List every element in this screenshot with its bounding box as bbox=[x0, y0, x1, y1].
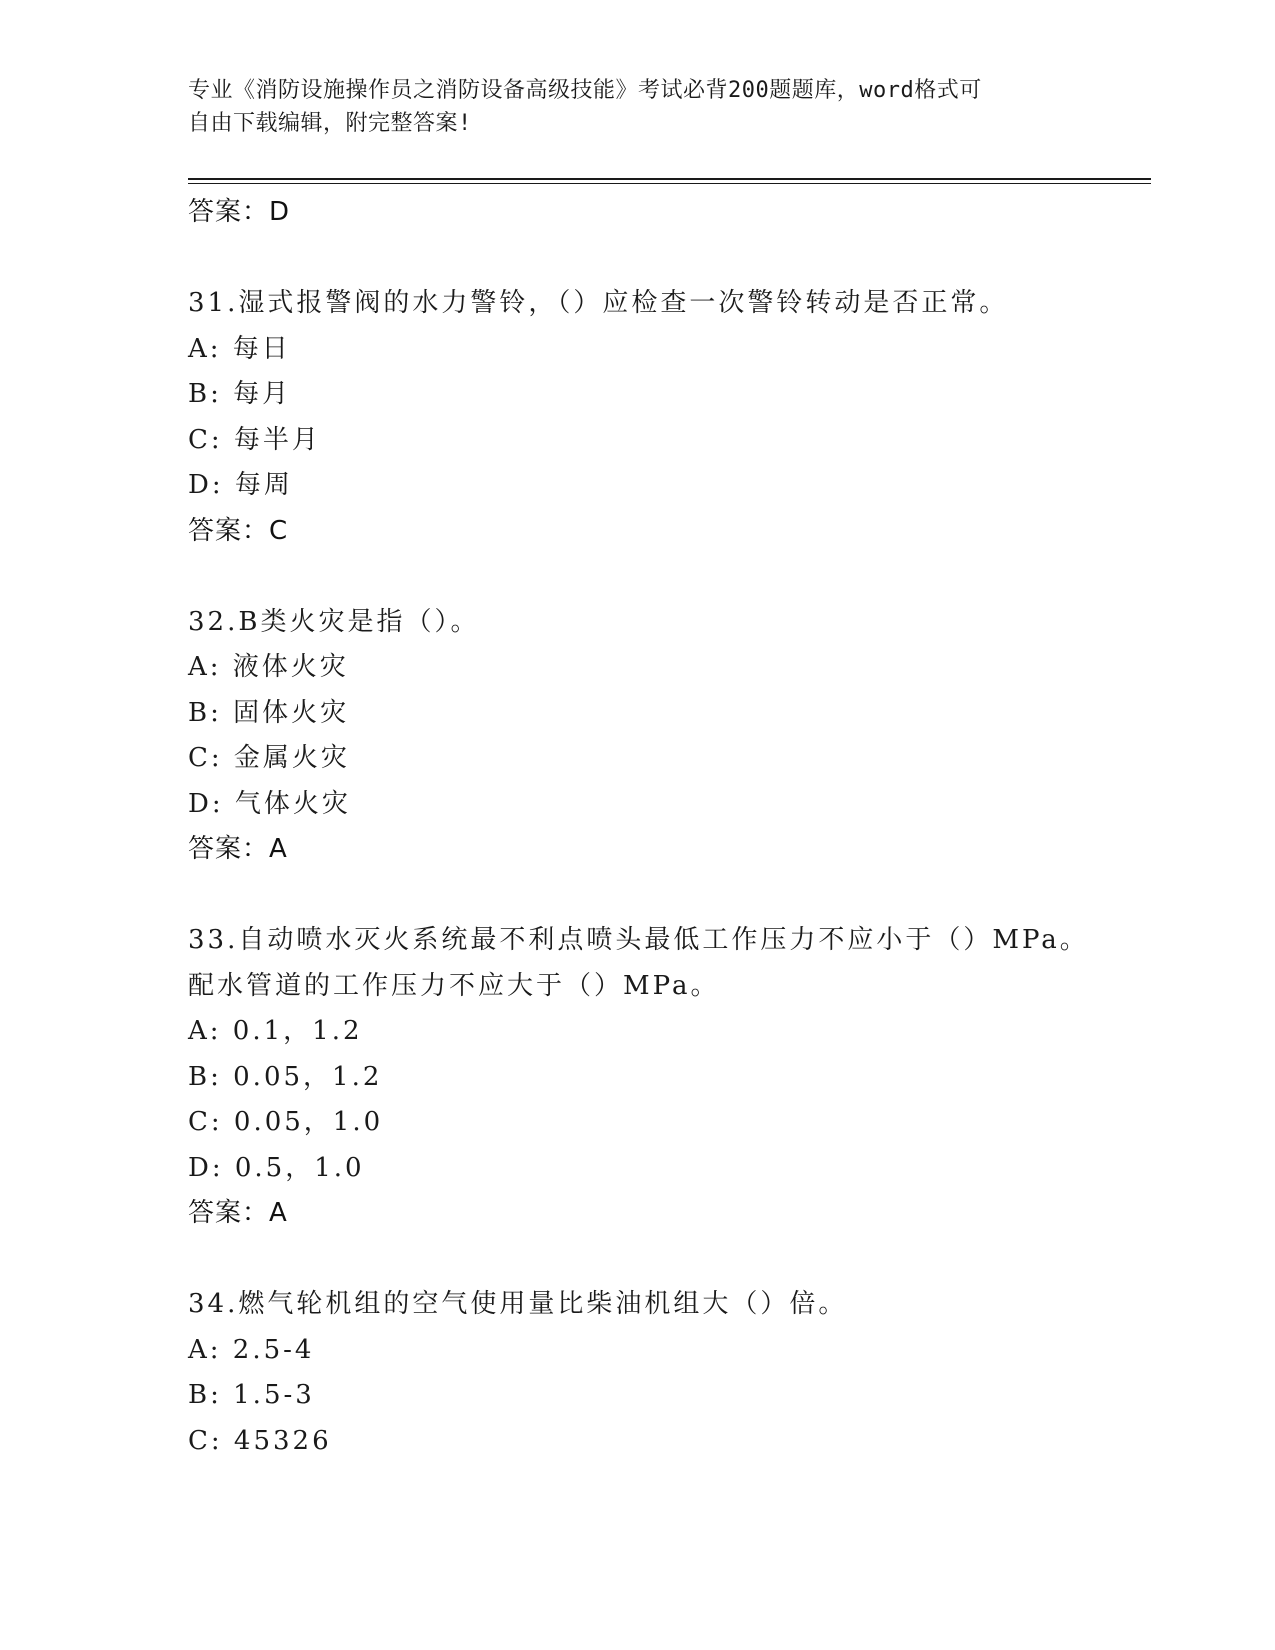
option-a: A: 2.5-4 bbox=[188, 1334, 315, 1365]
header-divider-thick bbox=[188, 178, 1151, 180]
spacer bbox=[188, 1237, 1088, 1283]
option-d: D: 气体火灾 bbox=[188, 788, 351, 819]
question-stem: 34.燃气轮机组的空气使用量比柴油机组大（）倍。 bbox=[188, 1289, 848, 1319]
header-divider-thin bbox=[188, 183, 1151, 184]
question-stem-line-2: 配水管道的工作压力不应大于（）MPa。 bbox=[188, 970, 720, 1001]
question-32 bbox=[188, 600, 1088, 873]
option-c: C: 每半月 bbox=[188, 424, 321, 455]
question-stem: 31.湿式报警阀的水力警铃，（）应检查一次警铃转动是否正常。 bbox=[188, 288, 1009, 318]
answer-line: 答案：A bbox=[188, 1198, 288, 1228]
question-stem-line-1: 33.自动喷水灭火系统最不利点喷头最低工作压力不应小于（）MPa。 bbox=[188, 925, 1089, 955]
option-b: B: 0.05，1.2 bbox=[188, 1061, 383, 1092]
answer-line: 答案：D bbox=[188, 197, 291, 227]
question-list bbox=[188, 190, 1088, 1464]
header-line-2: 自由下载编辑，附完整答案! bbox=[188, 111, 472, 136]
option-d: D: 0.5，1.0 bbox=[188, 1152, 365, 1183]
option-c: C: 45326 bbox=[188, 1425, 332, 1456]
question-34 bbox=[188, 1282, 1088, 1464]
option-a: A: 液体火灾 bbox=[188, 652, 349, 682]
spacer bbox=[188, 236, 1088, 282]
question-stem: 32.B类火灾是指（）。 bbox=[188, 606, 480, 637]
question-33 bbox=[188, 918, 1088, 1237]
option-b: B: 1.5-3 bbox=[188, 1380, 315, 1410]
answer-line: 答案：C bbox=[188, 515, 289, 546]
spacer bbox=[188, 554, 1088, 600]
option-d: D: 每周 bbox=[188, 470, 293, 500]
option-c: C: 0.05，1.0 bbox=[188, 1107, 384, 1137]
option-c: C: 金属火灾 bbox=[188, 743, 350, 773]
answer-line: 答案：A bbox=[188, 834, 288, 864]
option-b: B: 固体火灾 bbox=[188, 697, 350, 728]
option-a: A: 0.1，1.2 bbox=[188, 1016, 363, 1046]
document-header bbox=[188, 74, 1068, 140]
question-31 bbox=[188, 281, 1088, 554]
option-a: A: 每日 bbox=[188, 333, 291, 364]
spacer bbox=[188, 873, 1088, 919]
option-b: B: 每月 bbox=[188, 379, 292, 409]
header-line-1: 专业《消防设施操作员之消防设备高级技能》考试必背200题题库，word格式可 bbox=[188, 78, 982, 103]
